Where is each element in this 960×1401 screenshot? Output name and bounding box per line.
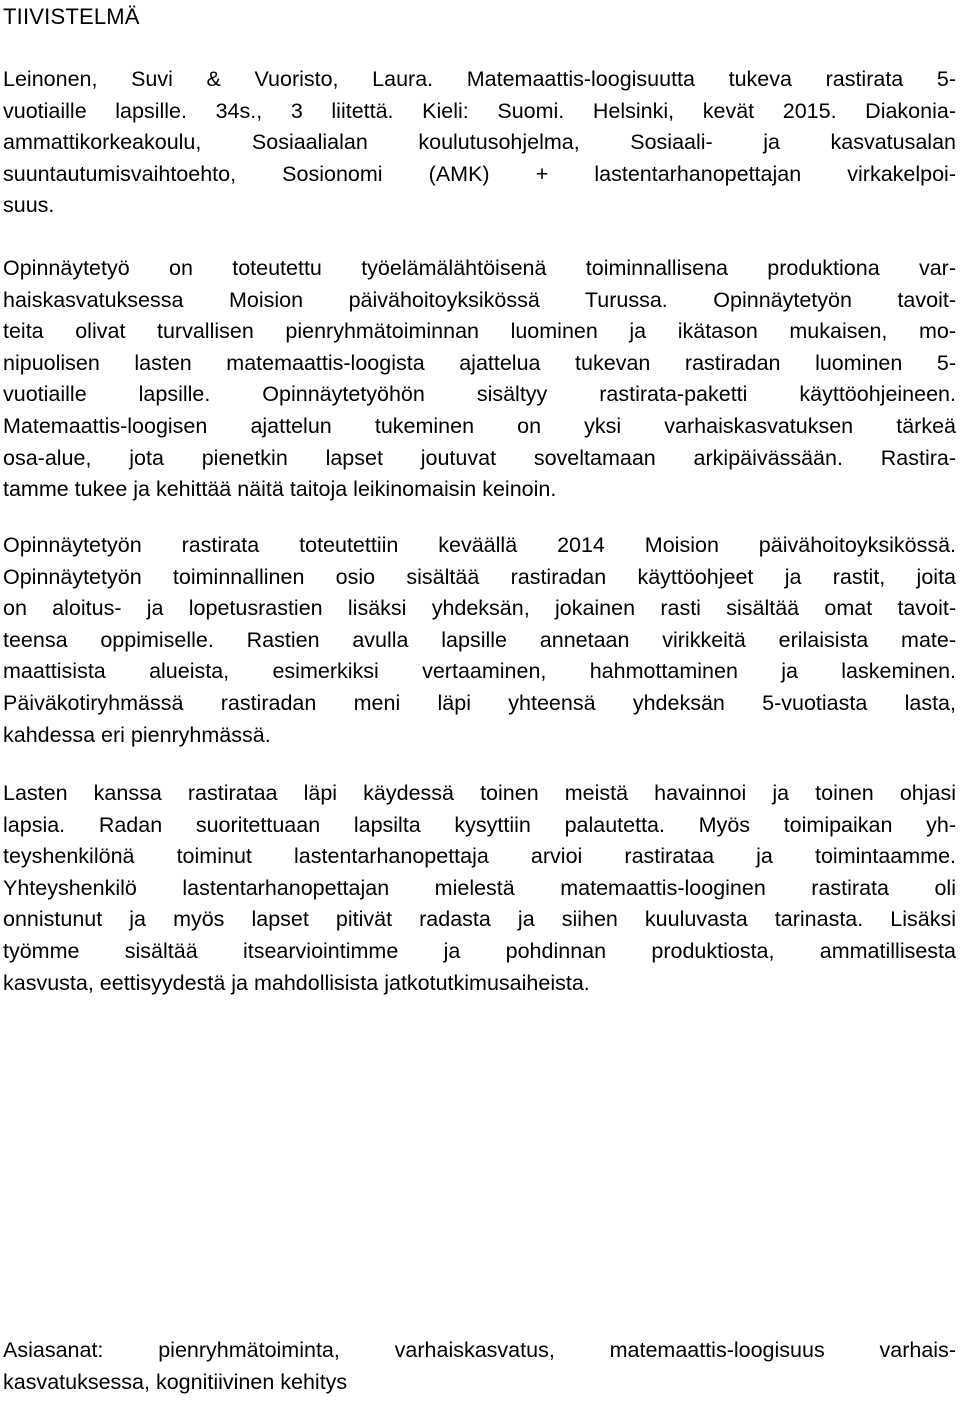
evaluation-line: Lasten kanssa rastirataa läpi käydessä toinen meistä havainnoi ja toinen ohjasi — [3, 781, 956, 805]
keywords-line: kasvatuksessa, kognitiivinen kehitys — [3, 1369, 348, 1394]
intro-line: Opinnäytetyö on toteutettu työelämälähtöisenä toiminnallisena produktiona var- — [3, 256, 956, 280]
implementation-line: Päiväkotiryhmässä rastiradan meni läpi yhteensä yhdeksän 5-vuotiasta lasta, — [3, 690, 956, 715]
intro-line: vuotiaille lapsille. Opinnäytetyöhön sisältyy rastirata-paketti käyttöohjeineen. — [3, 382, 956, 407]
citation-line: Leinonen, Suvi & Vuoristo, Laura. Matemaattis-loogisuutta tukeva rastirata 5- — [3, 67, 956, 91]
citation-paragraph — [3, 64, 956, 222]
implementation-line: teensa oppimiselle. Rastien avulla lapsille annetaan virikkeitä erilaisista mate- — [3, 627, 956, 652]
evaluation-line: lapsia. Radan suoritettuaan lapsilta kysyttiin palautetta. Myös toimipaikan yh- — [3, 812, 956, 837]
evaluation-line: onnistunut ja myös lapset pitivät radasta ja siihen kuuluvasta tarinasta. Lisäksi — [3, 907, 956, 932]
evaluation-line: kasvusta, eettisyydestä ja mahdollisista jatkotutkimusaiheista. — [3, 970, 590, 995]
intro-line: tamme tukee ja kehittää näitä taitoja leikinomaisin keinoin. — [3, 477, 557, 502]
intro-line: osa-alue, jota pienetkin lapset joutuvat soveltamaan arkipäivässään. Rastira- — [3, 445, 956, 470]
intro-paragraph — [3, 253, 956, 506]
intro-line: teita olivat turvallisen pienryhmätoiminnan luominen ja ikätason mukaisen, mo- — [3, 319, 956, 344]
keywords-line: Asiasanat: pienryhmätoiminta, varhaiskasvatus, matemaattis-loogisuus varhais- — [3, 1338, 956, 1362]
evaluation-line: Yhteyshenkilö lastentarhanopettajan mielestä matemaattis-looginen rastirata oli — [3, 875, 956, 900]
implementation-paragraph — [3, 530, 956, 751]
page-title: TIIVISTELMÄ — [3, 4, 140, 29]
citation-line: ammattikorkeakoulu, Sosiaalialan koulutusohjelma, Sosiaali- ja kasvatusalan — [3, 130, 956, 155]
intro-line: haiskasvatuksessa Moision päivähoitoyksikössä Turussa. Opinnäytetyön tavoit- — [3, 287, 956, 312]
evaluation-paragraph — [3, 778, 956, 999]
citation-line: suus. — [3, 193, 55, 218]
implementation-line: maattisista alueista, esimerkiksi vertaaminen, hahmottaminen ja laskeminen. — [3, 659, 956, 684]
intro-line: nipuolisen lasten matemaattis-loogista ajattelua tukevan rastiradan luominen 5- — [3, 350, 956, 375]
citation-line: vuotiaille lapsille. 34s., 3 liitettä. Kieli: Suomi. Helsinki, kevät 2015. Diakonia- — [3, 98, 956, 123]
keywords-paragraph — [3, 1335, 956, 1398]
evaluation-line: teyshenkilönä toiminut lastentarhanopettaja arvioi rastirataa ja toimintaamme. — [3, 844, 956, 869]
implementation-line: kahdessa eri pienryhmässä. — [3, 722, 271, 747]
implementation-line: Opinnäytetyön toiminnallinen osio sisältää rastiradan käyttöohjeet ja rastit, joita — [3, 564, 956, 589]
citation-line: suuntautumisvaihtoehto, Sosionomi (AMK) + lastentarhanopettajan virkakelpoi- — [3, 161, 956, 186]
implementation-line: Opinnäytetyön rastirata toteutettiin keväällä 2014 Moision päivähoitoyksikössä. — [3, 533, 956, 557]
implementation-line: on aloitus- ja lopetusrastien lisäksi yhdeksän, jokainen rasti sisältää omat tavoit- — [3, 596, 956, 621]
evaluation-line: työmme sisältää itsearviointimme ja pohdinnan produktiosta, ammatillisesta — [3, 938, 956, 963]
intro-line: Matemaattis-loogisen ajattelun tukeminen on yksi varhaiskasvatuksen tärkeä — [3, 413, 956, 438]
